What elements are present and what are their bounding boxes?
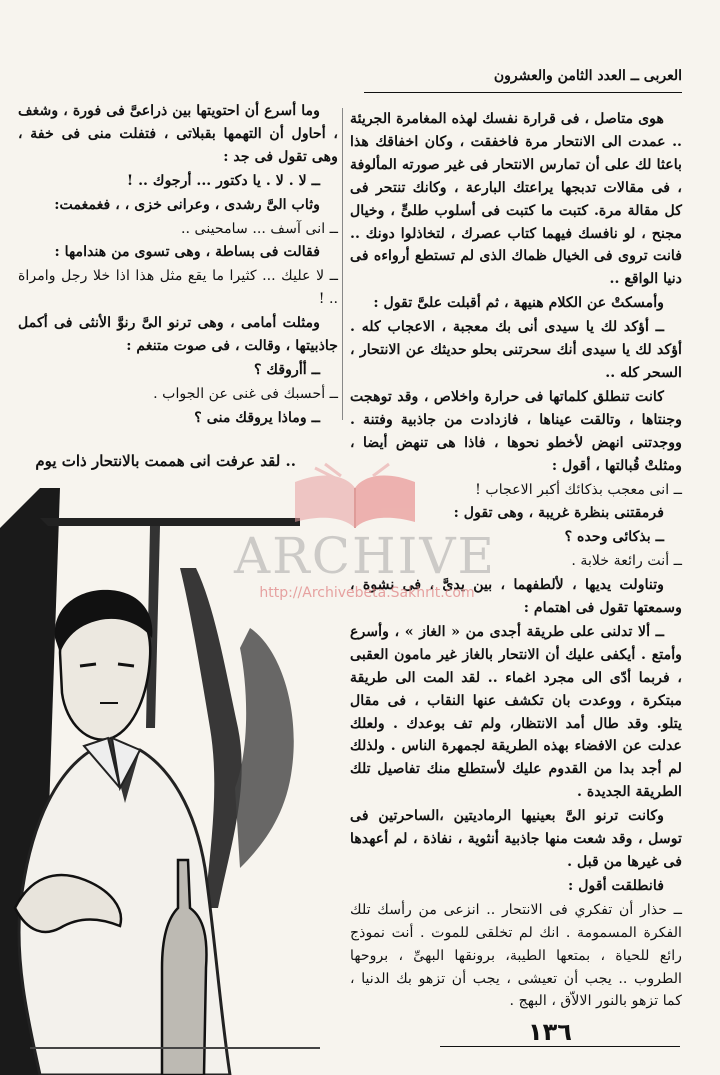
paragraph: ــ ألا تدلنى على طريقة أجدى من « الغاز » ، وأسرع وأمتع . أيكفى عليك أن الانتحار بالغاز غير مامون العقبى ، فربما أدّى الى مجرد اغماء .. لقد المت الى طريقة مبتكرة ، ووعدت بان تكشف عنها النقاب ، فى مقال يتلو. وقد طال أمد الانتظار، ولم تف بوعدك . ولعلك عدلت عن الافضاء بهذه الطريقة لجمهرة الناس . ولذلك لم أجد بدا من القدوم عليك لأستطلع منك تفاصيل تلك الطريقة الجديدة . (350, 623, 682, 801)
paragraph: فرمقتنى بنظرة غريبة ، وهى تقول : (453, 505, 664, 522)
paragraph: ــ أنت رائعة خلابة . (571, 553, 682, 570)
left-text-column (18, 100, 338, 426)
paragraph: وأمسكتْ عن الكلام هنيهة ، ثم أقبلت علىَّ تقول : (373, 295, 664, 312)
paragraph: وتناولت يديها ، لألطفهما ، بين يدىَّ ، فى نشوة ، وسمعتها تقول فى اهتمام : (350, 577, 682, 617)
paragraph: فقالت فى بساطة ، وهى تسوى من هندامها : (54, 244, 320, 261)
page-number: ١٣٦ (528, 1018, 572, 1046)
archive-watermark-url: http://Archivebeta.Sakhrit.com (259, 585, 475, 601)
paragraph: ــ انى آسف ... سامحينى .. (181, 220, 338, 237)
paragraph: وما أسرع أن احتويتها بين ذراعىَّ فى فورة ، وشغف ، أحاول أن التهمها بقبلاتى ، فتفلت منى فى خفة ، وهى تقول فى جد : (18, 103, 338, 165)
paragraph: ــ لا عليك ... كثيرا ما يقع مثل هذا اذا خلا رجل وامراة .. ! (18, 268, 338, 308)
archive-book-icon (285, 462, 425, 532)
illustration-caption: .. لقد عرفت انى هممت بالانتحار ذات يوم (35, 452, 296, 470)
paragraph: ــ انى معجب بذكائك أكبر الاعجاب ! (475, 481, 682, 498)
paragraph: ــ أأروقك ؟ (253, 361, 320, 378)
paragraph: ــ بذكائى وحده ؟ (564, 529, 664, 546)
column-divider (342, 108, 343, 420)
running-header: العربى ــ العدد الثامن والعشرون (493, 68, 682, 84)
paragraph: وكانت ترنو الىَّ بعينيها الرماديتين ،الساحرتين فى توسل ، وقد شعت منها جاذبية أنثوية ، نفاذة ، لم أعهدها فى غيرها من قبل . (350, 808, 682, 870)
header-rule (364, 92, 682, 93)
paragraph: ــ حذار أن تفكري فى الانتحار .. انزعى من رأسك تلك الفكرة المسمومة . انك لم تخلقى للموت . أنت نموذج رائع للحياة ، بمتعها الطيبة، برونقها البهىِّ ، بروحها الطروب .. يجب أن تعيشى ، يجب أن تزهو بك الدنيا ، كما تزهو بالنور الالاّق ، البهج . (350, 901, 682, 1010)
archive-watermark: ARCHIVE (234, 527, 496, 585)
paragraph: ــ أؤكد لك يا سيدى أنى بك معجبة ، الاعجاب كله . أؤكد لك يا سيدى أنك سحرتنى بحلو حديثك عن الانتحار ، السحر كله .. (350, 319, 682, 381)
footer-rule (440, 1046, 680, 1047)
paragraph: ــ أحسبك فى غنى عن الجواب . (153, 385, 338, 402)
paragraph: ومثلت أمامى ، وهى ترنو الىَّ رنوَّ الأنثى فى أكمل جاذبيتها ، وقالت ، فى صوت متنغم : (18, 315, 338, 355)
paragraph: وثاب الىَّ رشدى ، وعرانى خزى ، ، فغمغمت: (54, 196, 320, 213)
paragraph: ــ وماذا يروقك منى ؟ (194, 409, 320, 426)
paragraph: هوى متاصل ، فى قرارة نفسك لهذه المغامرة الجريئة .. عمدت الى الانتحار مرة فاخفقت ، وكان اخفاقك هذا باعثا لك على أن تمارس الانتحار فى غير صورته المألوفة ، فى مقالات تدبجها يراعتك البارعة ، وكانك تنتحر فى كل مقالة مرة. كتبت ما كتبت فى أسلوب طلىٍّ ، وخيال مجنح ، لو نافسك فيهما كتاب عصرك ، لتخاذلوا دونك .. فانت تروى فى الخيال ظماك الذى لم تستطع أرواءه فى دنيا الواقع .. (350, 111, 682, 288)
paragraph: فانطلقت أقول : (568, 877, 664, 894)
paragraph: ــ لا . لا . يا دكتور ... أرجوك .. ! (126, 172, 320, 189)
paragraph: كانت تنطلق كلماتها فى حرارة واخلاص ، وقد توهجت وجنتاها ، وتالقت عيناها ، فازدادت من جاذبية وفتنة . ووجدتنى انهض لأخطو نحوها ، فاذا هى تنهض أيضا ، ومثلتْ قُبالتها ، أقول : (350, 388, 682, 474)
